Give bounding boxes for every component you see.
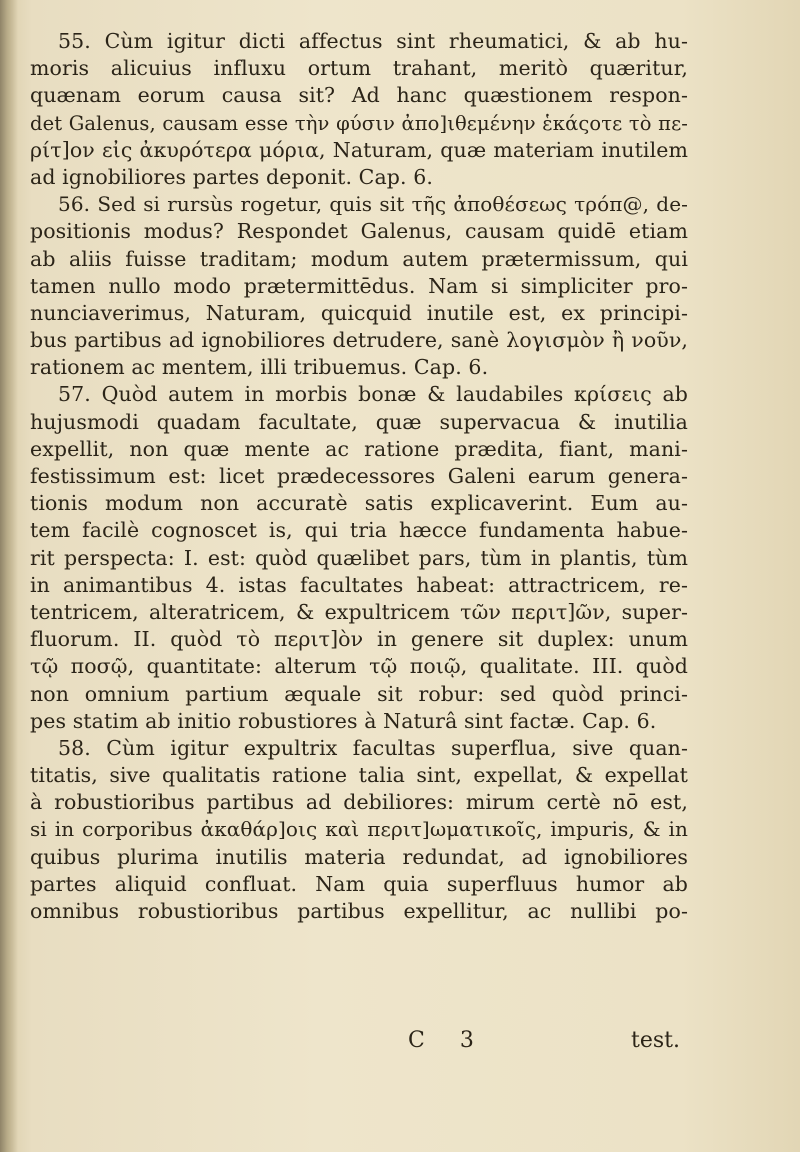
text-line: positionis modus? Respondet Galenus, causam quidē etiam — [30, 219, 688, 244]
text-line: partes aliquid confluat. Nam quia superfluus humor ab — [30, 871, 688, 896]
text-line: tem facilè cognoscet is, qui tria hæcce fundamenta habue- — [30, 518, 688, 543]
text-line: moris alicuius influxu ortum trahant, meritò quæritur, — [30, 56, 688, 81]
text-line: pes statim ab initio robustiores à Naturâ sint factæ. Cap. 6. — [30, 708, 657, 733]
text-line: rationem ac mentem, illi tribuemus. Cap. 6. — [30, 355, 489, 380]
text-line: 57. Quòd autem in morbis bonæ & laudabiles κρίσεις ab — [58, 382, 688, 407]
text-line: tionis modum non accuratè satis explicaverint. Eum au- — [30, 491, 688, 516]
text-line: tentricem, alteratricem, & expultricem τῶν περιτ]ῶν, super- — [30, 599, 688, 624]
text-line: in animantibus 4. istas facultates habeat: attractricem, re- — [30, 572, 688, 597]
text-line: tamen nullo modo prætermittēdus. Nam si simpliciter pro- — [30, 273, 688, 298]
text-line: non omnium partium æquale sit robur: sed quòd princi- — [30, 681, 688, 706]
text-line: fluorum. II. quòd τὸ περιτ]ὸν in genere sit duplex: unum — [30, 627, 688, 652]
text-line: τῷ ποσῷ, quantitate: alterum τῷ ποιῷ, qualitate. III. quòd — [30, 654, 688, 679]
text-line: si in corporibus ἀκαθάρ]οις καὶ περιτ]ωματικοῖς, impuris, & in — [30, 817, 688, 842]
signature-mark: C 3 — [408, 1028, 488, 1053]
text-line: festissimum est: licet prædecessores Galeni earum genera- — [30, 464, 688, 488]
text-line: à robustioribus partibus ad debiliores: mirum certè nō est, — [30, 790, 688, 815]
text-line: titatis, sive qualitatis ratione talia sint, expellat, & expellat — [30, 763, 688, 788]
text-line: hujusmodi quadam facultate, quæ supervacua & inutilia — [30, 409, 688, 434]
text-line: ab aliis fuisse traditam; modum autem prætermissum, qui — [30, 246, 688, 271]
text-line: bus partibus ad ignobiliores detrudere, sanè λογισμὸν ἢ νοῦν, — [30, 328, 688, 353]
page-gutter-shadow — [0, 0, 18, 1152]
text-line: expellit, non quæ mente ac ratione prædita, fiant, mani- — [30, 436, 688, 461]
text-line: rit perspecta: I. est: quòd quælibet pars, tùm in plantis, tùm — [30, 545, 688, 570]
catchword: test. — [631, 1028, 680, 1053]
body-text — [30, 28, 688, 925]
text-line: ρίτ]ον εἰς ἀκυρότερα μόρια, Naturam, quæ materiam inutilem — [30, 137, 688, 162]
page-footer — [30, 1028, 680, 1058]
text-line: det Galenus, causam esse τὴν φύσιν ἀπο]ιθεμένην ἑκάςοτε τὸ πε- — [30, 111, 688, 135]
text-line: omnibus robustioribus partibus expellitur, ac nullibi po- — [30, 899, 688, 923]
text-line: 55. Cùm igitur dicti affectus sint rheumatici, & ab hu- — [58, 29, 688, 53]
text-line: quænam eorum causa sit? Ad hanc quæstionem respon- — [30, 83, 688, 108]
text-line: 56. Sed si rursùs rogetur, quis sit τῆς ἀποθέσεως τρόπ@, de- — [58, 192, 688, 217]
text-line: quibus plurima inutilis materia redundat, ad ignobiliores — [30, 844, 688, 869]
text-line: ad ignobiliores partes deponit. Cap. 6. — [30, 164, 434, 189]
text-line: 58. Cùm igitur expultrix facultas superflua, sive quan- — [58, 735, 688, 760]
text-line: nunciaverimus, Naturam, quicquid inutile est, ex principi- — [30, 300, 688, 325]
